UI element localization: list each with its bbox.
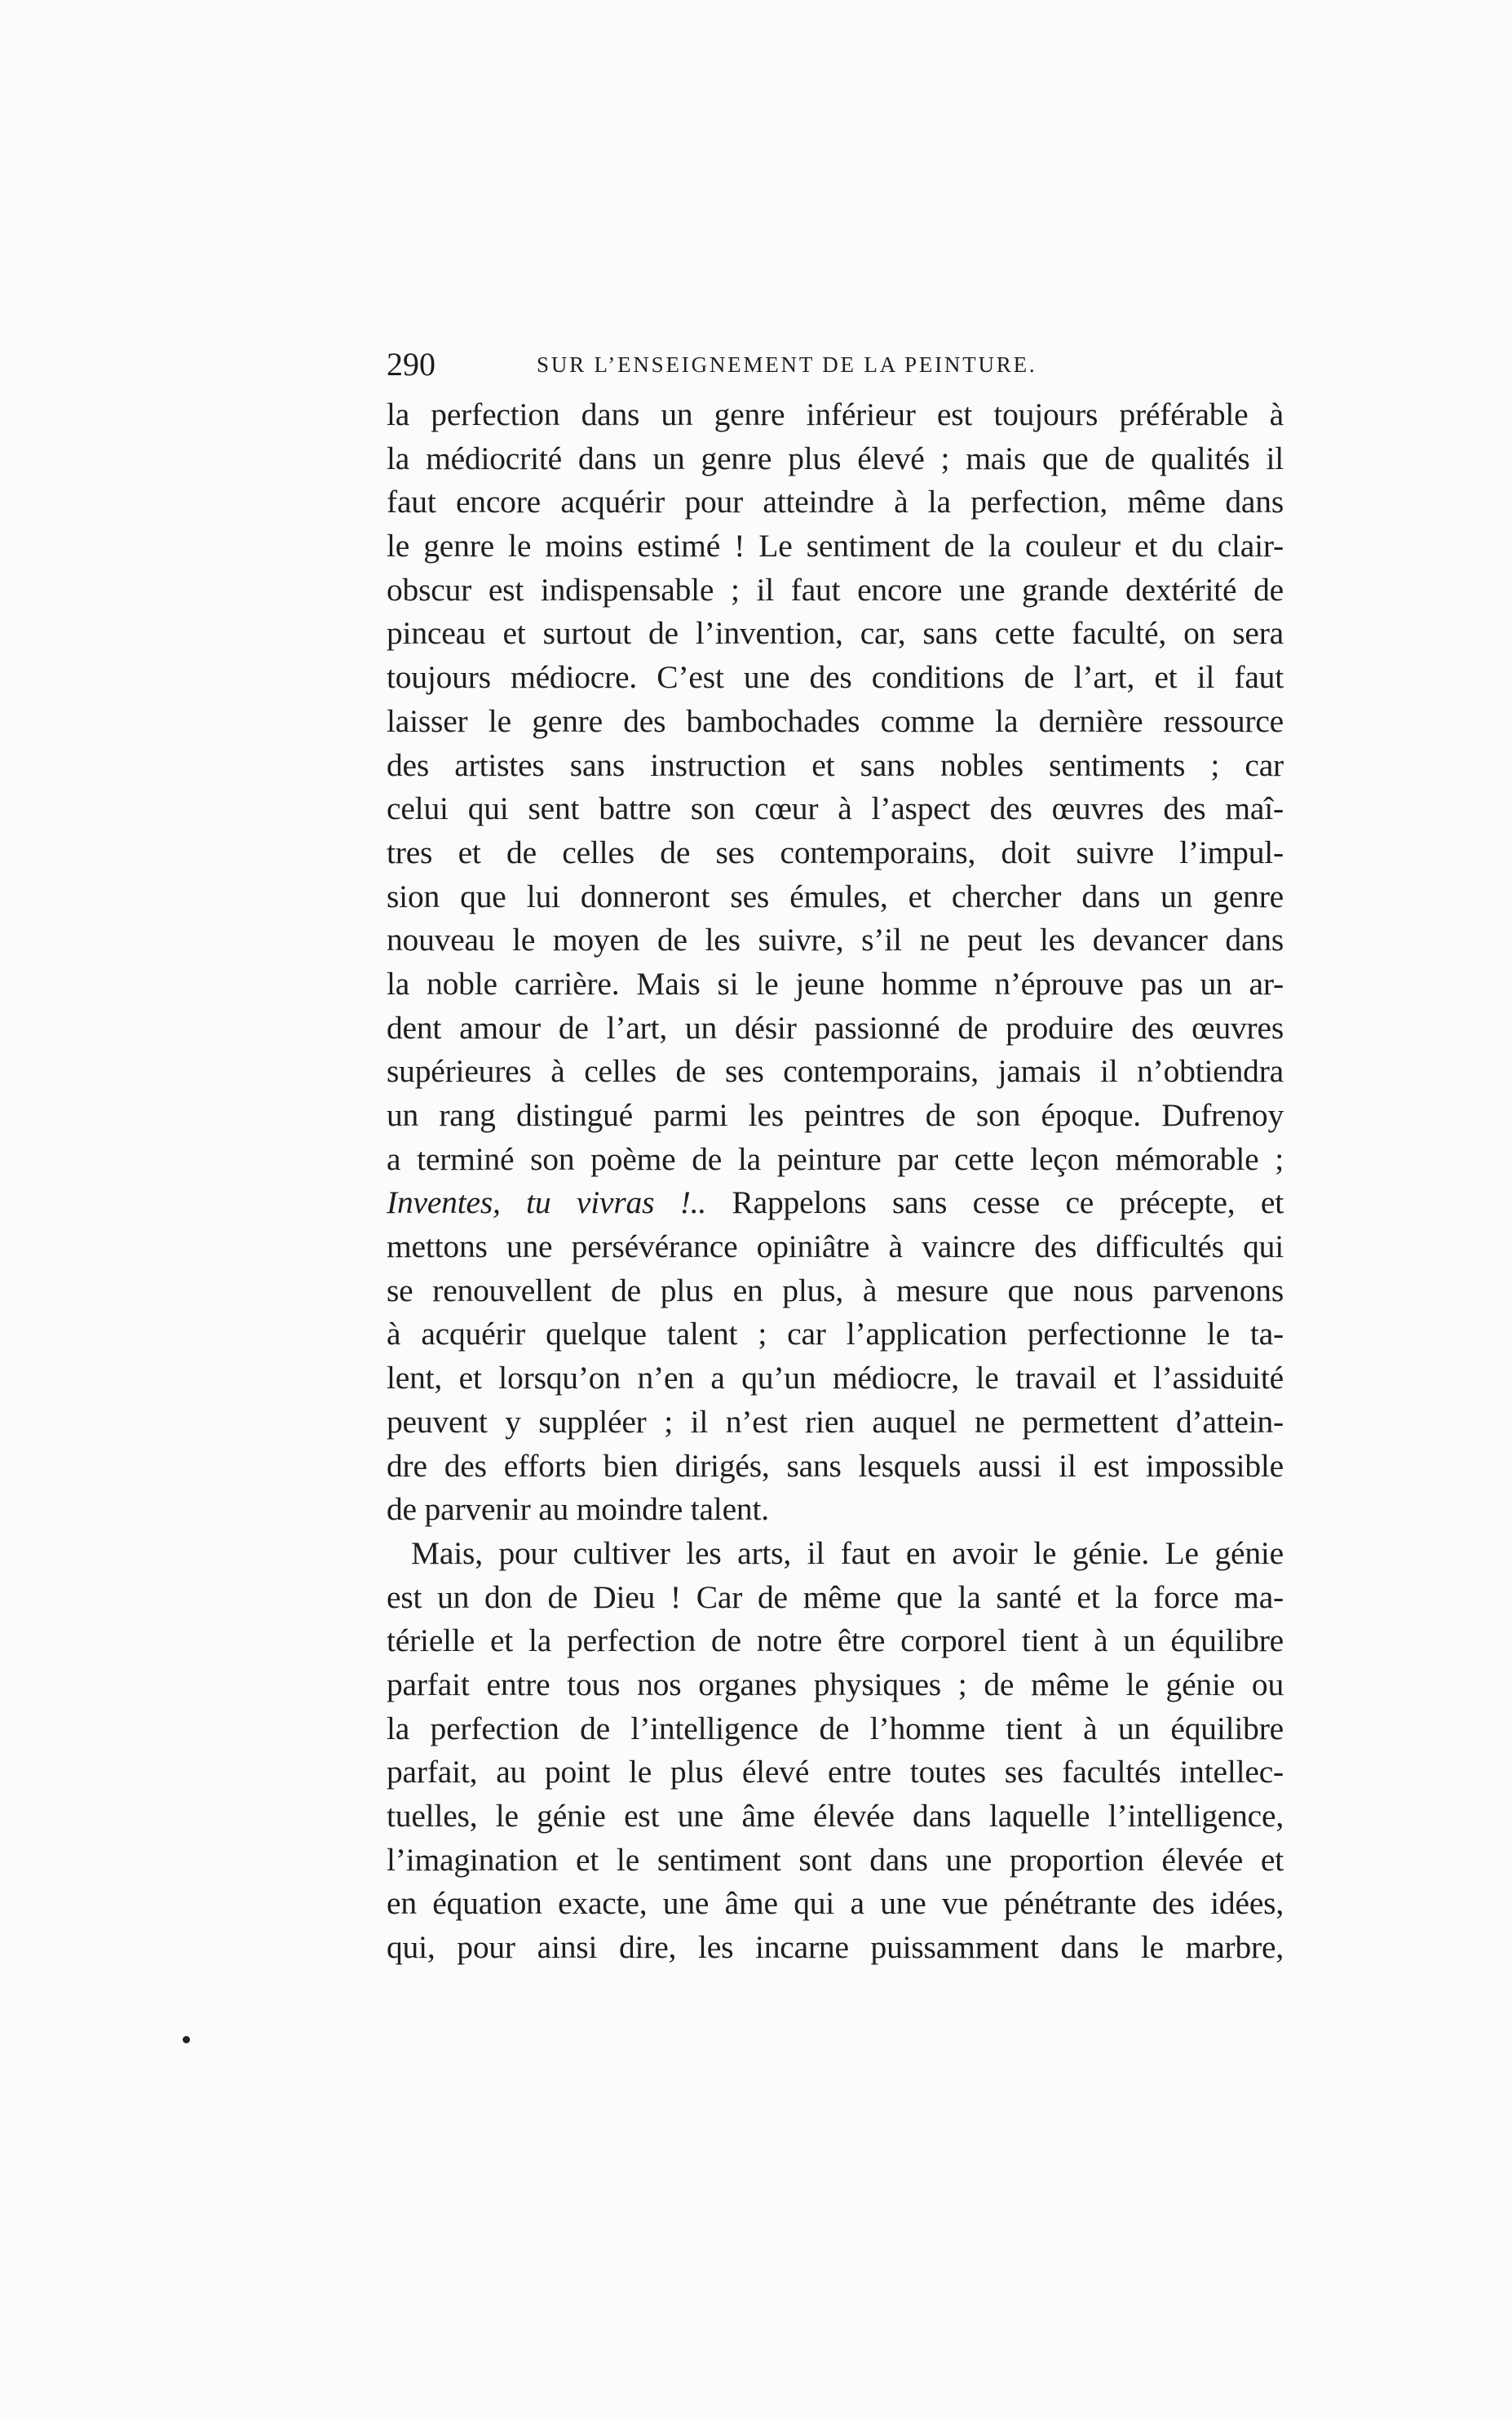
text-line: la noble carrière. Mais si le jeune homme n’éprouve pas un ar-	[387, 965, 1284, 1002]
text-line: laisser le genre des bambochades comme la dernière ressource	[387, 702, 1284, 739]
text-line: mettons une persévérance opiniâtre à vaincre des difficultés qui	[387, 1228, 1284, 1265]
text-line: de parvenir au moindre talent.	[387, 1491, 769, 1528]
text-line: la perfection dans un genre inférieur est toujours préférable à	[387, 396, 1284, 432]
text-line: des artistes sans instruction et sans nobles sentiments ; car	[387, 746, 1284, 783]
quoted-precept: Inventes, tu vivras !..	[387, 1184, 707, 1221]
text-line-rest: Rappelons sans cesse ce précepte, et	[706, 1184, 1284, 1221]
text-line: à acquérir quelque talent ; car l’application perfectionne le ta-	[387, 1316, 1284, 1352]
text-line: tres et de celles de ses contemporains, doit suivre l’impul-	[387, 834, 1284, 870]
text-line: en équation exacte, une âme qui a une vue pénétrante des idées,	[387, 1885, 1284, 1922]
text-line: a terminé son poème de la peinture par cette leçon mémorable ;	[387, 1140, 1284, 1177]
text-line: se renouvellent de plus en plus, à mesure que nous parvenons	[387, 1272, 1284, 1308]
text-line: obscur est indispensable ; il faut encore une grande dextérité de	[387, 571, 1284, 608]
page-header	[387, 341, 1121, 388]
text-line: supérieures à celles de ses contemporains, jamais il n’obtiendra	[387, 1053, 1284, 1090]
text-line: sion que lui donneront ses émules, et chercher dans un genre	[387, 878, 1284, 914]
text-line: la perfection de l’intelligence de l’homme tient à un équilibre	[387, 1710, 1284, 1746]
text-line: térielle et la perfection de notre être corporel tient à un équilibre	[387, 1622, 1284, 1659]
text-line: est un don de Dieu ! Car de même que la santé et la force ma-	[387, 1578, 1284, 1615]
page-number: 290	[387, 346, 435, 383]
body-text	[387, 393, 1284, 1970]
text-line: pinceau et surtout de l’invention, car, sans cette faculté, on sera	[387, 615, 1284, 652]
text-line: un rang distingué parmi les peintres de son époque. Dufrenoy	[387, 1097, 1284, 1133]
text-line: parfait entre tous nos organes physiques ; de même le génie ou	[387, 1666, 1284, 1702]
text-line: la médiocrité dans un genre plus élevé ; mais que de qualités il	[387, 440, 1284, 476]
text-line: lent, et lorsqu’on n’en a qu’un médiocre, le travail et l’assiduité	[387, 1360, 1284, 1396]
text-line: dre des efforts bien dirigés, sans lesquels aussi il est impossible	[387, 1447, 1284, 1484]
text-line-with-quote	[387, 1181, 1284, 1225]
text-line: nouveau le moyen de les suivre, s’il ne peut les devancer dans	[387, 922, 1284, 958]
text-line: toujours médiocre. C’est une des conditions de l’art, et il faut	[387, 659, 1284, 696]
running-head: SUR L’ENSEIGNEMENT DE LA PEINTURE.	[537, 352, 1037, 377]
text-line: tuelles, le génie est une âme élevée dans laquelle l’intelligence,	[387, 1798, 1284, 1834]
text-line: parfait, au point le plus élevé entre toutes ses facultés intellec-	[387, 1754, 1284, 1790]
text-line: l’imagination et le sentiment sont dans une proportion élevée et	[387, 1841, 1284, 1878]
ink-speck	[183, 2036, 190, 2043]
text-line: qui, pour ainsi dire, les incarne puissamment dans le marbre,	[387, 1929, 1284, 1966]
text-line: le genre le moins estimé ! Le sentiment de la couleur et du clair-	[387, 528, 1284, 564]
paragraph-start-line: Mais, pour cultiver les arts, il faut en avoir le génie. Le génie	[411, 1534, 1284, 1571]
text-line: peuvent y suppléer ; il n’est rien auquel ne permettent d’attein-	[387, 1403, 1284, 1440]
text-line: celui qui sent battre son cœur à l’aspect des œuvres des maî-	[387, 790, 1284, 827]
text-line: faut encore acquérir pour atteindre à la perfection, même dans	[387, 484, 1284, 520]
text-line: dent amour de l’art, un désir passionné de produire des œuvres	[387, 1009, 1284, 1046]
